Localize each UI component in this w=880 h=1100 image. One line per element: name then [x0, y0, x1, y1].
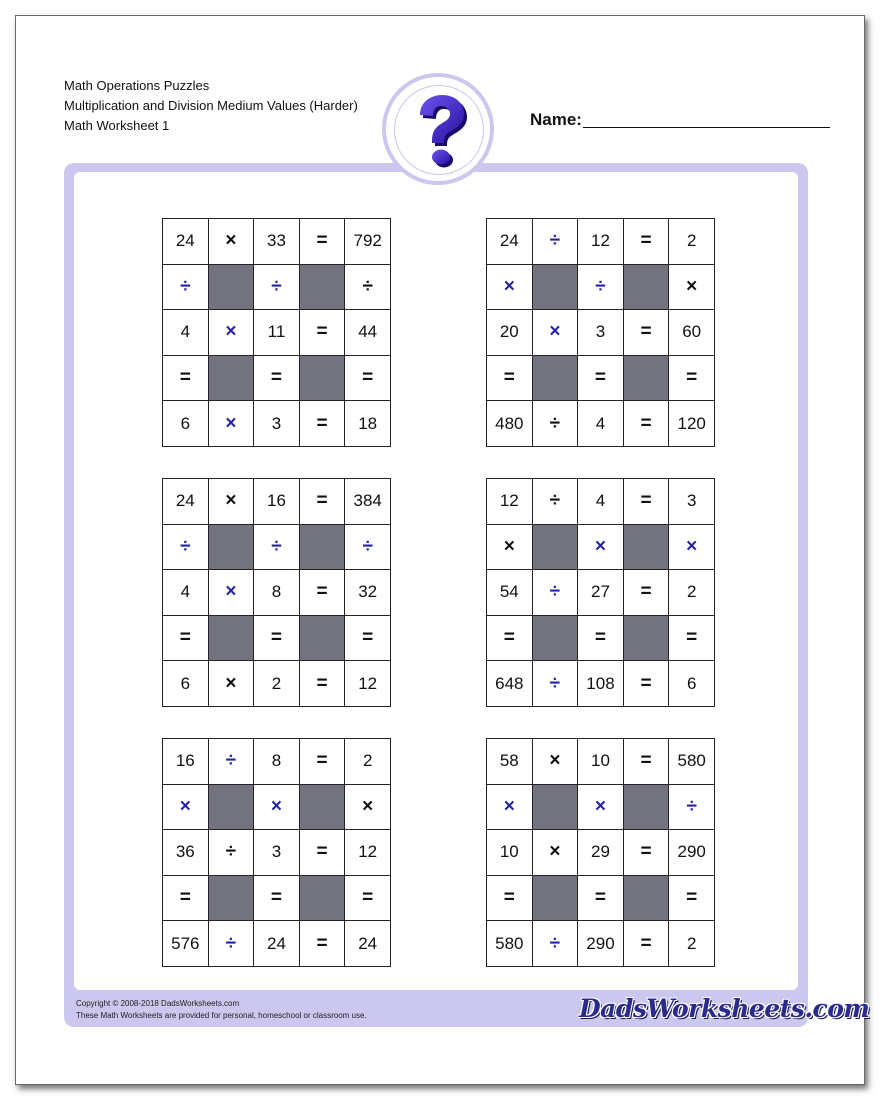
number-cell: 10 — [487, 830, 533, 876]
equals-sign: = — [345, 356, 391, 402]
shaded-cell — [209, 525, 255, 571]
equals-sign: = — [300, 310, 346, 356]
equals-sign: = — [624, 830, 670, 876]
shaded-cell — [209, 785, 255, 831]
puzzle-grid — [162, 478, 391, 707]
shaded-cell — [300, 616, 346, 662]
multiply-operator: × — [209, 401, 255, 447]
equals-sign: = — [487, 616, 533, 662]
number-cell: 58 — [487, 739, 533, 785]
puzzle-grid — [486, 218, 715, 447]
shaded-cell — [624, 265, 670, 311]
footer-text — [76, 998, 367, 1022]
equals-sign: = — [624, 310, 670, 356]
brand-logo: DadsWorksheets.com — [579, 994, 870, 1023]
shaded-cell — [300, 525, 346, 571]
equals-sign: = — [300, 739, 346, 785]
equals-sign: = — [163, 356, 209, 402]
number-cell: 16 — [254, 479, 300, 525]
divide-operator: ÷ — [533, 479, 579, 525]
multiply-operator: × — [487, 265, 533, 311]
divide-operator: ÷ — [533, 219, 579, 265]
equals-sign: = — [300, 570, 346, 616]
multiply-operator: × — [578, 785, 624, 831]
multiply-operator: × — [669, 525, 715, 571]
shaded-cell — [533, 525, 579, 571]
equals-sign: = — [624, 921, 670, 967]
question-mark-icon — [406, 91, 470, 169]
number-cell: 8 — [254, 739, 300, 785]
equals-sign: = — [624, 401, 670, 447]
shaded-cell — [300, 265, 346, 311]
divide-operator: ÷ — [209, 921, 255, 967]
number-cell: 11 — [254, 310, 300, 356]
multiply-operator: × — [209, 219, 255, 265]
puzzle-grid — [162, 738, 391, 967]
shaded-cell — [533, 265, 579, 311]
number-cell: 3 — [669, 479, 715, 525]
number-cell: 2 — [345, 739, 391, 785]
number-cell: 24 — [163, 219, 209, 265]
shaded-cell — [624, 616, 670, 662]
multiply-operator: × — [487, 785, 533, 831]
number-cell: 4 — [578, 479, 624, 525]
multiply-operator: × — [254, 785, 300, 831]
shaded-cell — [300, 356, 346, 402]
number-cell: 576 — [163, 921, 209, 967]
shaded-cell — [209, 356, 255, 402]
number-cell: 12 — [345, 830, 391, 876]
number-cell: 24 — [487, 219, 533, 265]
number-cell: 3 — [254, 830, 300, 876]
number-cell: 580 — [487, 921, 533, 967]
number-cell: 12 — [578, 219, 624, 265]
number-cell: 2 — [669, 570, 715, 616]
multiply-operator: × — [669, 265, 715, 311]
equals-sign: = — [300, 830, 346, 876]
shaded-cell — [209, 876, 255, 922]
divide-operator: ÷ — [209, 739, 255, 785]
equals-sign: = — [300, 661, 346, 707]
shaded-cell — [300, 785, 346, 831]
number-cell: 4 — [163, 570, 209, 616]
divide-operator: ÷ — [533, 921, 579, 967]
equals-sign: = — [578, 616, 624, 662]
equals-sign: = — [254, 876, 300, 922]
equals-sign: = — [669, 616, 715, 662]
name-label: Name: — [530, 110, 582, 129]
number-cell: 648 — [487, 661, 533, 707]
number-cell: 29 — [578, 830, 624, 876]
multiply-operator: × — [533, 739, 579, 785]
equals-sign: = — [624, 479, 670, 525]
shaded-cell — [209, 616, 255, 662]
number-cell: 580 — [669, 739, 715, 785]
shaded-cell — [624, 525, 670, 571]
number-cell: 2 — [669, 921, 715, 967]
puzzle-grid — [162, 218, 391, 447]
number-cell: 108 — [578, 661, 624, 707]
number-cell: 3 — [254, 401, 300, 447]
number-cell: 6 — [669, 661, 715, 707]
equals-sign: = — [669, 876, 715, 922]
shaded-cell — [624, 876, 670, 922]
shaded-cell — [533, 356, 579, 402]
multiply-operator: × — [487, 525, 533, 571]
equals-sign: = — [487, 356, 533, 402]
title-line-3: Math Worksheet 1 — [64, 118, 170, 133]
number-cell: 3 — [578, 310, 624, 356]
number-cell: 24 — [345, 921, 391, 967]
equals-sign: = — [487, 876, 533, 922]
number-cell: 24 — [254, 921, 300, 967]
equals-sign: = — [578, 356, 624, 402]
divide-operator: ÷ — [533, 401, 579, 447]
number-cell: 290 — [578, 921, 624, 967]
divide-operator: ÷ — [209, 830, 255, 876]
equals-sign: = — [578, 876, 624, 922]
divide-operator: ÷ — [533, 661, 579, 707]
divide-operator: ÷ — [345, 265, 391, 311]
number-cell: 33 — [254, 219, 300, 265]
multiply-operator: × — [578, 525, 624, 571]
puzzle-grid — [486, 738, 715, 967]
shaded-cell — [624, 356, 670, 402]
equals-sign: = — [624, 661, 670, 707]
shaded-cell — [533, 876, 579, 922]
multiply-operator: × — [209, 310, 255, 356]
number-cell: 6 — [163, 401, 209, 447]
multiply-operator: × — [209, 479, 255, 525]
equals-sign: = — [669, 356, 715, 402]
multiply-operator: × — [163, 785, 209, 831]
divide-operator: ÷ — [163, 265, 209, 311]
equals-sign: = — [300, 219, 346, 265]
shaded-cell — [533, 785, 579, 831]
number-cell: 290 — [669, 830, 715, 876]
number-cell: 16 — [163, 739, 209, 785]
multiply-operator: × — [209, 661, 255, 707]
logo-badge — [382, 73, 494, 185]
usage-notice: These Math Worksheets are provided for personal, homeschool or classroom use. — [76, 1011, 367, 1020]
multiply-operator: × — [209, 570, 255, 616]
divide-operator: ÷ — [254, 265, 300, 311]
equals-sign: = — [624, 219, 670, 265]
multiply-operator: × — [345, 785, 391, 831]
divide-operator: ÷ — [533, 570, 579, 616]
number-cell: 12 — [487, 479, 533, 525]
equals-sign: = — [254, 356, 300, 402]
name-field-line[interactable] — [583, 127, 830, 128]
number-cell: 54 — [487, 570, 533, 616]
copyright-text: Copyright © 2008-2018 DadsWorksheets.com — [76, 999, 240, 1008]
title-line-2: Multiplication and Division Medium Values (Harder) — [64, 98, 358, 113]
equals-sign: = — [254, 616, 300, 662]
number-cell: 24 — [163, 479, 209, 525]
number-cell: 480 — [487, 401, 533, 447]
equals-sign: = — [345, 616, 391, 662]
shaded-cell — [300, 876, 346, 922]
worksheet-titles — [64, 76, 358, 136]
number-cell: 792 — [345, 219, 391, 265]
equals-sign: = — [300, 401, 346, 447]
shaded-cell — [624, 785, 670, 831]
number-cell: 18 — [345, 401, 391, 447]
multiply-operator: × — [533, 830, 579, 876]
number-cell: 32 — [345, 570, 391, 616]
divide-operator: ÷ — [163, 525, 209, 571]
equals-sign: = — [300, 479, 346, 525]
number-cell: 2 — [254, 661, 300, 707]
number-cell: 6 — [163, 661, 209, 707]
number-cell: 384 — [345, 479, 391, 525]
number-cell: 2 — [669, 219, 715, 265]
equals-sign: = — [163, 876, 209, 922]
puzzle-grid — [486, 478, 715, 707]
divide-operator: ÷ — [254, 525, 300, 571]
number-cell: 36 — [163, 830, 209, 876]
shaded-cell — [533, 616, 579, 662]
divide-operator: ÷ — [345, 525, 391, 571]
shaded-cell — [209, 265, 255, 311]
equals-sign: = — [624, 570, 670, 616]
equals-sign: = — [300, 921, 346, 967]
title-line-1: Math Operations Puzzles — [64, 78, 210, 93]
divide-operator: ÷ — [578, 265, 624, 311]
number-cell: 60 — [669, 310, 715, 356]
number-cell: 44 — [345, 310, 391, 356]
multiply-operator: × — [533, 310, 579, 356]
equals-sign: = — [624, 739, 670, 785]
number-cell: 120 — [669, 401, 715, 447]
number-cell: 10 — [578, 739, 624, 785]
number-cell: 8 — [254, 570, 300, 616]
number-cell: 4 — [163, 310, 209, 356]
divide-operator: ÷ — [669, 785, 715, 831]
number-cell: 12 — [345, 661, 391, 707]
number-cell: 27 — [578, 570, 624, 616]
equals-sign: = — [345, 876, 391, 922]
equals-sign: = — [163, 616, 209, 662]
number-cell: 4 — [578, 401, 624, 447]
number-cell: 20 — [487, 310, 533, 356]
